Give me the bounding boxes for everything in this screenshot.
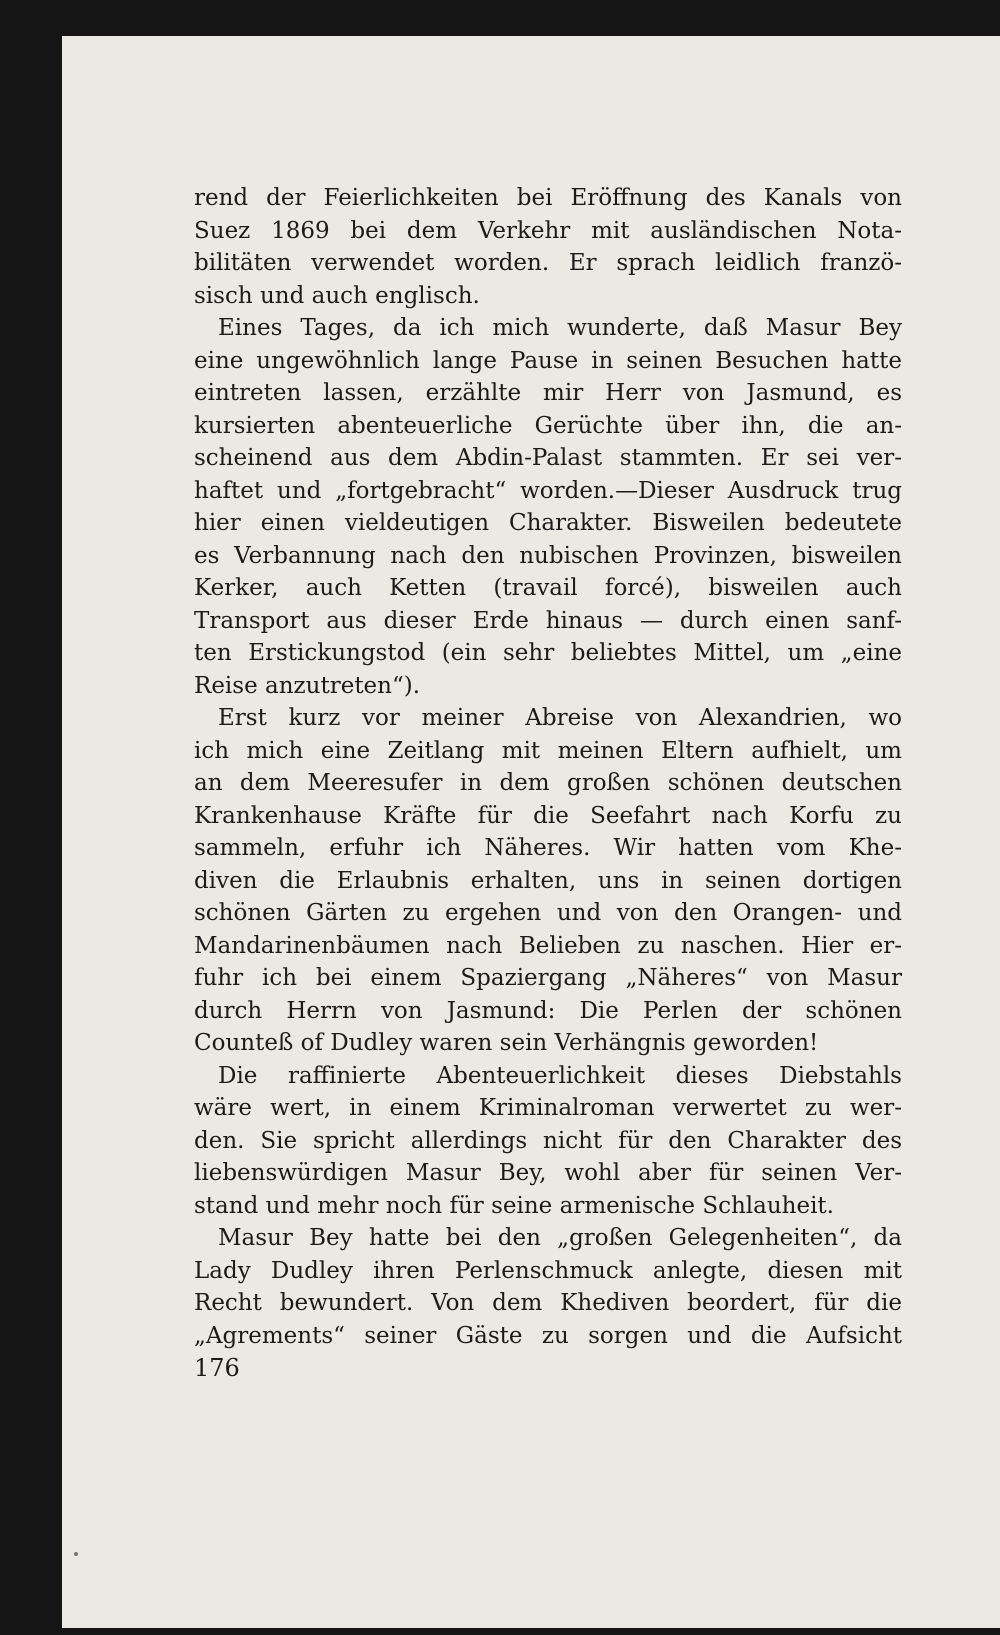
text-line: sammeln, erfuhr ich Näheres. Wir hatten vom Khe- bbox=[194, 835, 902, 861]
text-line: rend der Feierlichkeiten bei Eröffnung des Kanals von bbox=[194, 185, 902, 211]
text-line: ten Erstickungstod (ein sehr beliebtes Mittel, um „eine bbox=[194, 640, 902, 666]
body-text bbox=[194, 182, 902, 1352]
text-line: ich mich eine Zeitlang mit meinen Eltern aufhielt, um bbox=[194, 737, 902, 764]
text-line: eine ungewöhnlich lange Pause in seinen Besuchen hatte bbox=[194, 347, 902, 374]
text-line: an dem Meeresufer in dem großen schönen deutschen bbox=[194, 770, 902, 796]
text-line: Mandarinenbäumen nach Belieben zu naschen. Hier er- bbox=[194, 932, 902, 959]
text-line: es Verbannung nach den nubischen Provinzen, bisweilen bbox=[194, 542, 902, 569]
paragraph-start-line: Die raffinierte Abenteuerlichkeit dieses Diebstahls bbox=[218, 1062, 902, 1089]
text-line: Reise anzutreten“). bbox=[194, 672, 421, 699]
text-line: Lady Dudley ihren Perlenschmuck anlegte, diesen mit bbox=[194, 1257, 902, 1284]
text-line: kursierten abenteuerliche Gerüchte über ihn, die an- bbox=[194, 412, 902, 439]
text-line: diven die Erlaubnis erhalten, uns in seinen dortigen bbox=[194, 867, 902, 894]
paragraph-start-line: Eines Tages, da ich mich wunderte, daß Masur Bey bbox=[218, 315, 902, 341]
text-line: durch Herrn von Jasmund: Die Perlen der schönen bbox=[194, 997, 902, 1024]
text-line: haftet und „fortgebracht“ worden.—Dieser Ausdruck trug bbox=[194, 477, 902, 504]
dust-speck bbox=[74, 1552, 78, 1556]
text-line: Counteß of Dudley waren sein Verhängnis geworden! bbox=[194, 1030, 819, 1056]
text-line: „Agrements“ seiner Gäste zu sorgen und die Aufsicht bbox=[194, 1322, 902, 1349]
text-line: Kerker, auch Ketten (travail forcé), bisweilen auch bbox=[194, 575, 902, 601]
text-line: scheinend aus dem Abdin-Palast stammten. Er sei ver- bbox=[194, 445, 902, 471]
text-line: eintreten lassen, erzählte mir Herr von Jasmund, es bbox=[194, 380, 902, 406]
text-line: fuhr ich bei einem Spaziergang „Näheres“ von Masur bbox=[194, 965, 902, 991]
text-line: Recht bewundert. Von dem Khediven beordert, für die bbox=[194, 1290, 902, 1316]
text-line: Transport aus dieser Erde hinaus — durch einen sanf- bbox=[194, 607, 902, 634]
paragraph-start-line: Masur Bey hatte bei den „großen Gelegenheiten“, da bbox=[218, 1225, 902, 1251]
text-line: Krankenhause Kräfte für die Seefahrt nach Korfu zu bbox=[194, 802, 902, 829]
text-line: Suez 1869 bei dem Verkehr mit ausländischen Nota- bbox=[194, 217, 902, 244]
text-line: bilitäten verwendet worden. Er sprach leidlich franzö- bbox=[194, 250, 902, 276]
page-number: 176 bbox=[194, 1354, 240, 1382]
text-line: hier einen vieldeutigen Charakter. Bisweilen bedeutete bbox=[194, 510, 902, 536]
text-line: schönen Gärten zu ergehen und von den Orangen- und bbox=[194, 900, 902, 926]
paragraph-start-line: Erst kurz vor meiner Abreise von Alexandrien, wo bbox=[218, 705, 902, 731]
text-line: liebenswürdigen Masur Bey, wohl aber für seinen Ver- bbox=[194, 1160, 902, 1186]
text-line: wäre wert, in einem Kriminalroman verwertet zu wer- bbox=[194, 1095, 902, 1121]
text-line: sisch und auch englisch. bbox=[194, 282, 480, 309]
text-line: den. Sie spricht allerdings nicht für den Charakter des bbox=[194, 1127, 902, 1154]
text-line: stand und mehr noch für seine armenische Schlauheit. bbox=[194, 1192, 834, 1219]
